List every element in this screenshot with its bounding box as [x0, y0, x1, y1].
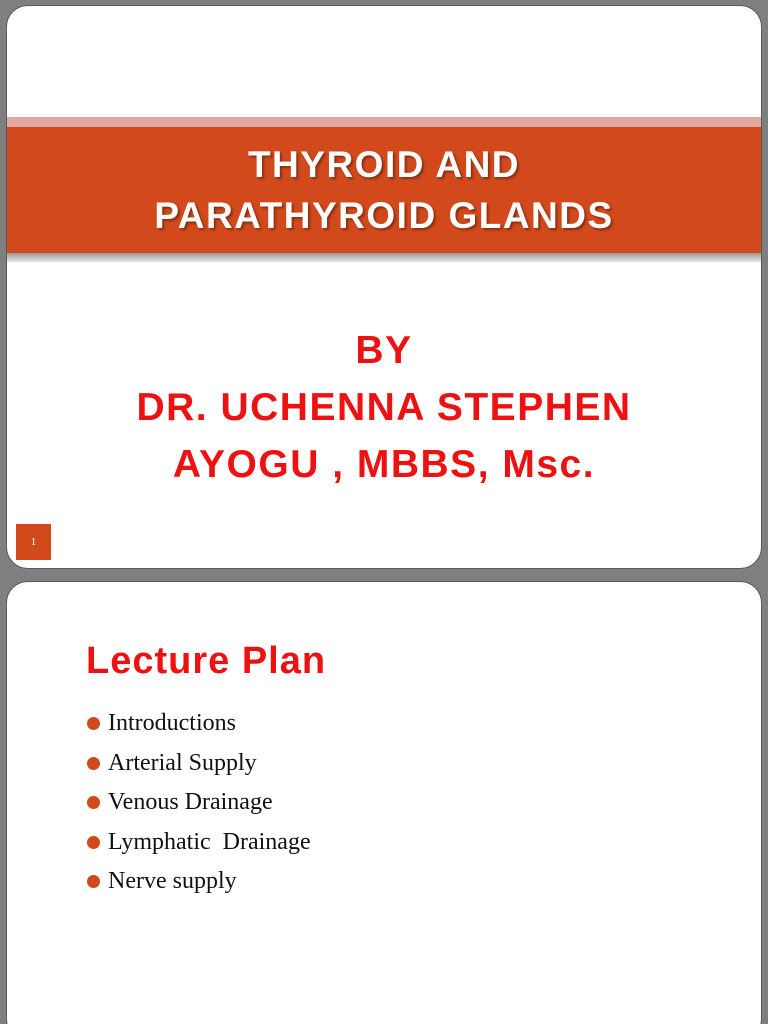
title-band-highlight: [7, 117, 761, 127]
list-item-text: Nerve supply: [108, 868, 237, 895]
bullet-dot-icon: [87, 717, 100, 730]
slide-title-line-2: PARATHYROID GLANDS: [154, 195, 614, 236]
list-item: [87, 823, 311, 863]
bullet-list: [87, 704, 311, 902]
slide-heading: Lecture Plan: [86, 640, 327, 682]
list-item-text: Venous Drainage: [108, 789, 273, 816]
bullet-dot-icon: [87, 836, 100, 849]
slide-number-badge: 1: [16, 524, 51, 560]
author-credentials-line: AYOGU , MBBS, Msc.: [172, 443, 596, 486]
author-block: [7, 322, 761, 493]
list-item-text: Arterial Supply: [108, 749, 257, 776]
list-item: [87, 744, 311, 784]
title-band-shadow: [7, 253, 761, 262]
bullet-dot-icon: [87, 796, 100, 809]
list-item-text: Introductions: [108, 710, 236, 737]
bullet-dot-icon: [87, 757, 100, 770]
author-name-line: DR. UCHENNA STEPHEN: [136, 386, 632, 429]
slide-title: [154, 139, 613, 241]
list-item: [87, 783, 311, 823]
title-band: [7, 127, 761, 253]
lecture-plan-slide: [6, 581, 762, 1024]
title-slide: [6, 5, 762, 569]
slide-title-line-1: THYROID AND: [247, 144, 521, 185]
bullet-dot-icon: [87, 875, 100, 888]
list-item: [87, 704, 311, 744]
list-item-text: Lymphatic Drainage: [108, 828, 311, 855]
list-item: [87, 862, 311, 902]
author-line-by: BY: [355, 329, 413, 372]
